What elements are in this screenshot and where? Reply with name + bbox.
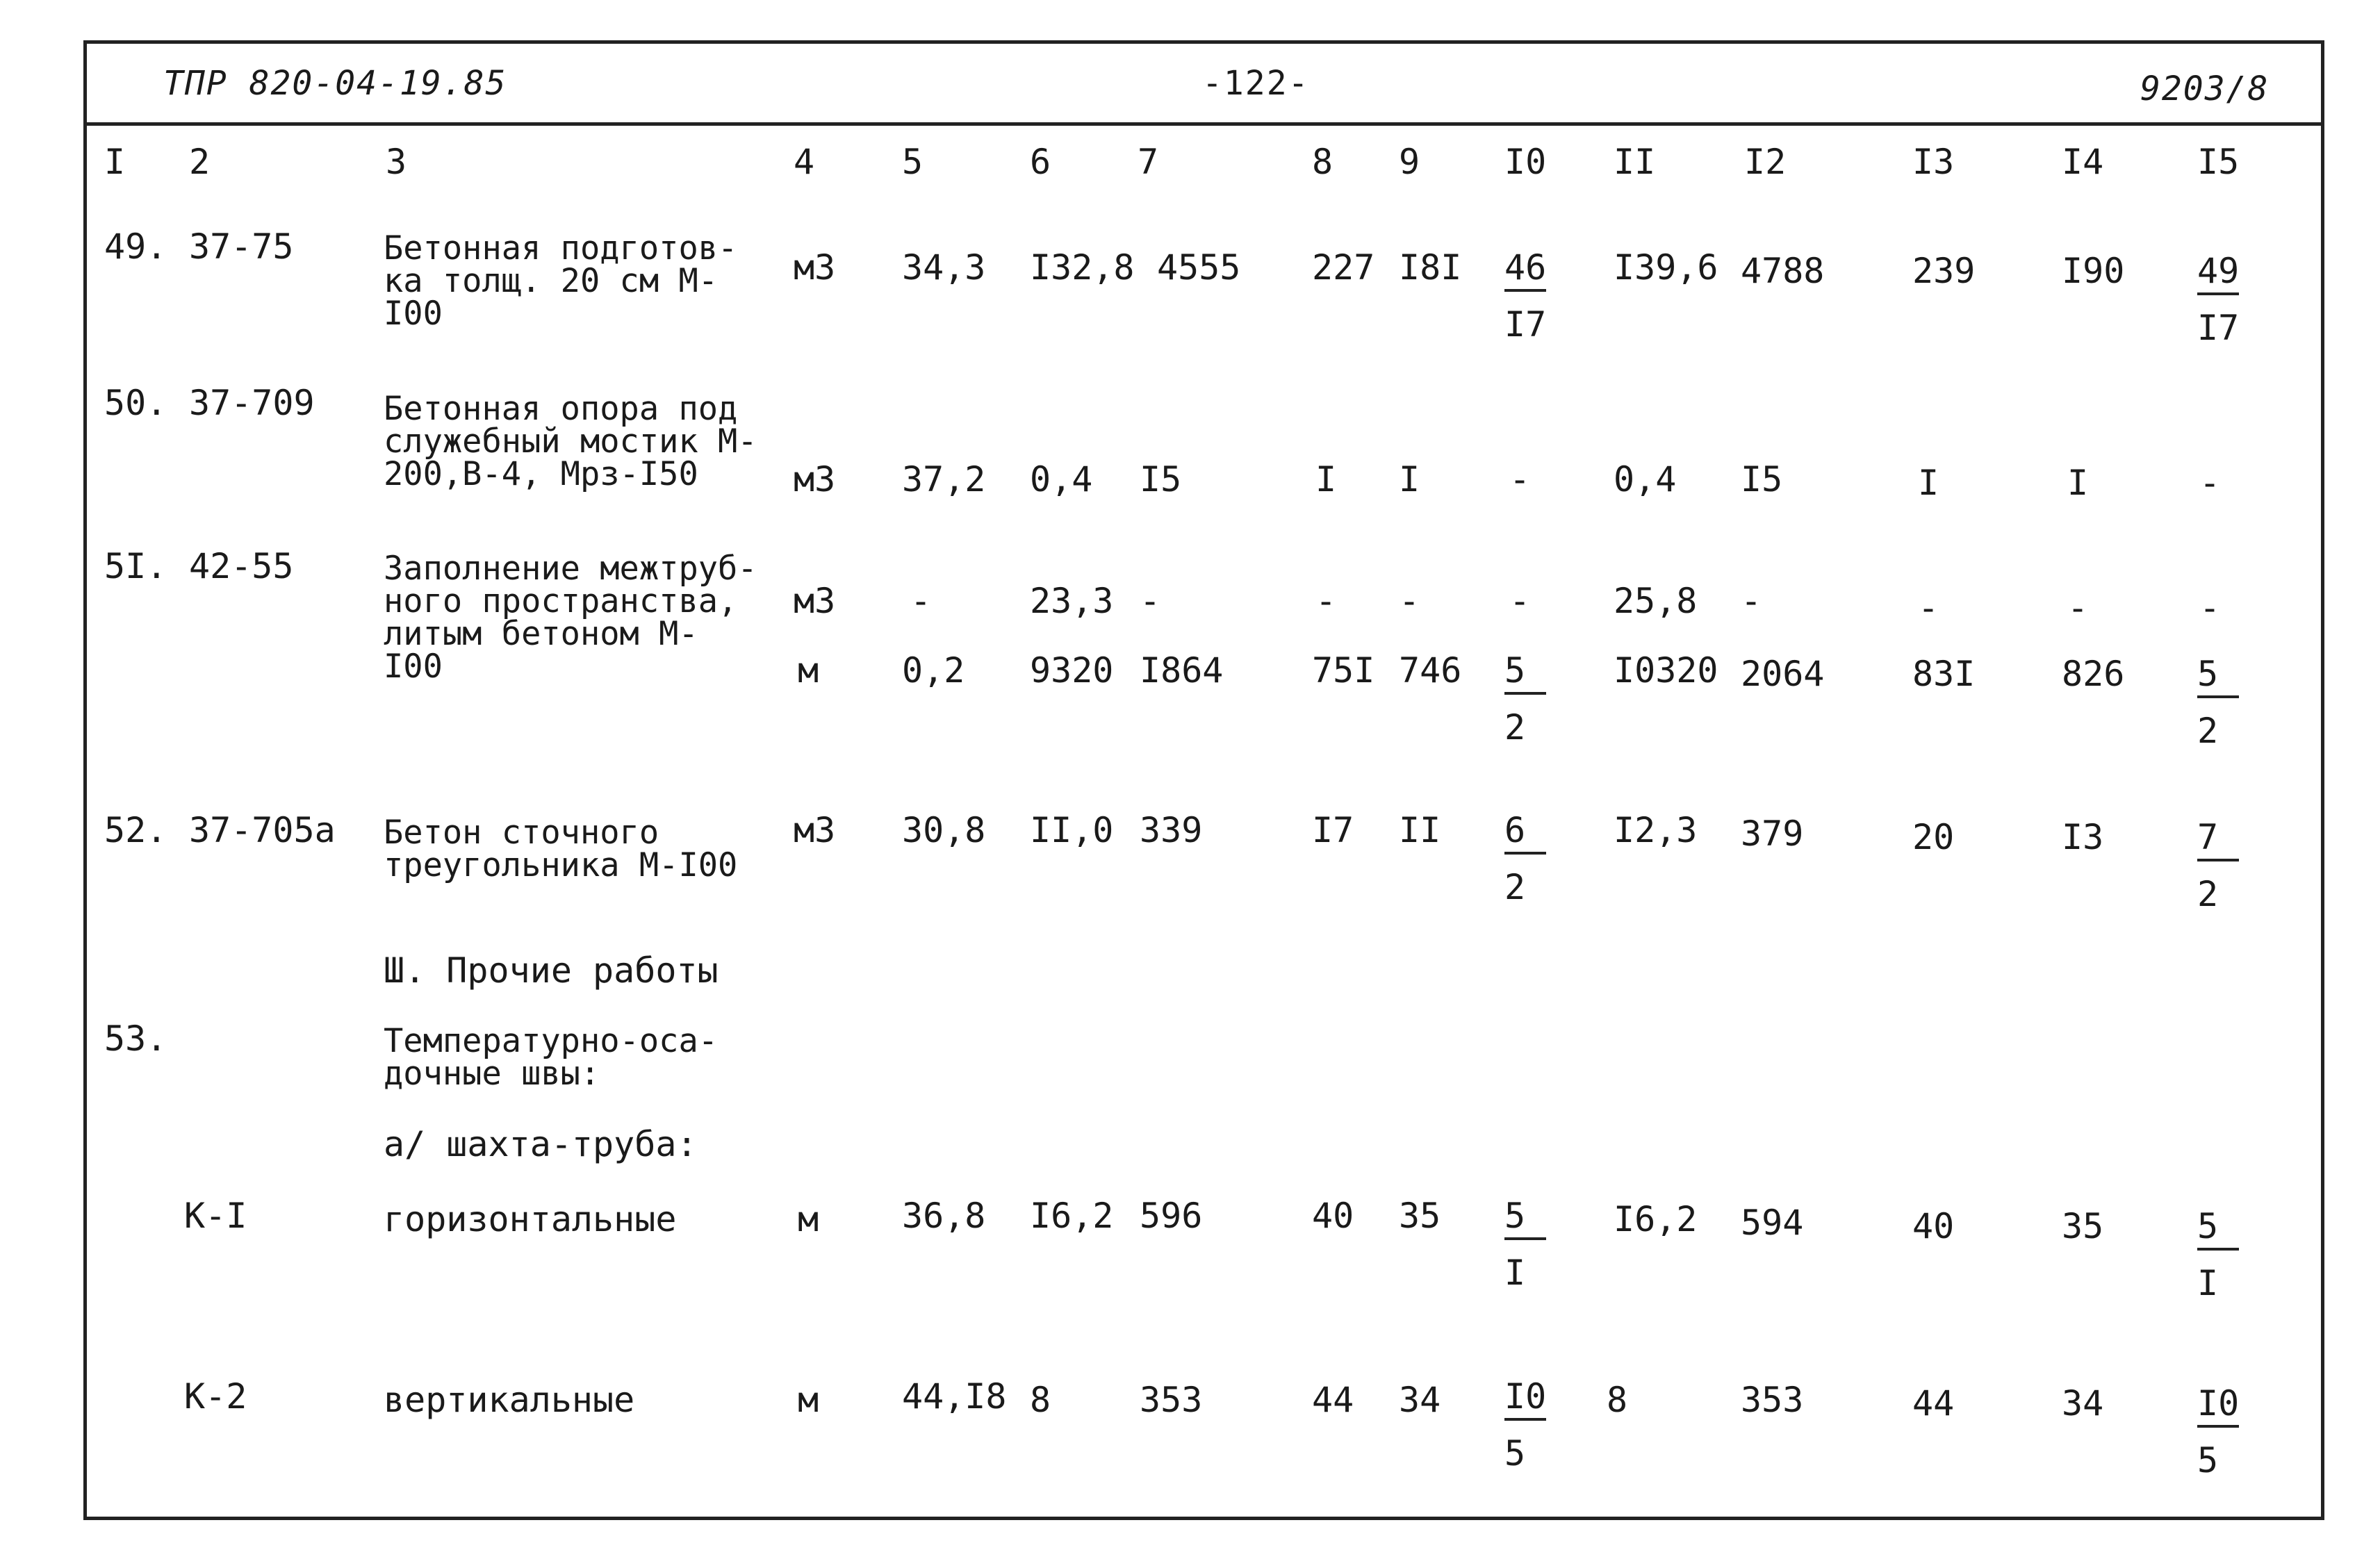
col-header-2: 2 (189, 142, 211, 182)
cell-7: 596 (1140, 1196, 1203, 1236)
cell-9: II (1399, 810, 1441, 850)
col-header-10: I0 (1504, 142, 1547, 182)
cell-7: 339 (1140, 810, 1203, 850)
cell-8: 227 (1312, 247, 1375, 288)
col-header-8: 8 (1312, 142, 1333, 182)
col-header-3: 3 (386, 142, 407, 182)
cell-5: 37,2 (902, 459, 986, 500)
cell-14: 826 (2062, 654, 2125, 694)
cell-12: 4788 (1741, 251, 1825, 291)
cell-8: - (1315, 581, 1337, 621)
row-description: Бетон сточного треугольника М-I00 (384, 814, 738, 884)
cell-7: I864 (1140, 650, 1224, 691)
row-code: 37-75 (189, 226, 294, 267)
row-description: Температурно-оса- дочные швы: (384, 1022, 719, 1093)
cell-15: - (2199, 463, 2221, 503)
cell-6: 23,3 (1030, 581, 1114, 621)
row-code: К-I (184, 1196, 247, 1236)
cell-15: - (2199, 588, 2221, 628)
cell-6: I6,2 (1030, 1196, 1114, 1236)
section-heading: Ш. Прочие работы (384, 950, 719, 991)
cell-14: 34 (2062, 1383, 2104, 1424)
cell-11: I2,3 (1614, 810, 1698, 850)
row-code: К-2 (184, 1376, 247, 1417)
cell-11: I39,6 (1614, 247, 1718, 288)
cell-15-fraction: $\frac{5}{I}$ (2197, 1209, 2239, 1301)
cell-6: 8 (1030, 1380, 1051, 1420)
cell-14: I3 (2062, 817, 2104, 857)
cell-10-fraction: $\frac{5}{2}$ (1504, 653, 1546, 745)
cell-11: 25,8 (1614, 581, 1698, 621)
col-header-13: I3 (1912, 142, 1955, 182)
row-unit: м3 (794, 581, 836, 621)
document-code: ТПР 820-04-19.85 (163, 64, 507, 103)
cell-7: 4555 (1157, 247, 1241, 288)
cell-11: 0,4 (1614, 459, 1677, 500)
cell-12: - (1741, 581, 1762, 621)
row-unit: м (798, 650, 819, 691)
cell-10-fraction: $\frac{5}{I}$ (1504, 1198, 1546, 1290)
cell-14: 35 (2062, 1206, 2104, 1246)
cell-6: I32,8 (1030, 247, 1135, 288)
cell-13: 20 (1912, 817, 1955, 857)
col-header-7: 7 (1138, 142, 1159, 182)
row-description: Бетонная подготов- ка толщ. 20 см М- I00 (384, 229, 738, 333)
cell-14: - (2067, 588, 2089, 628)
cell-9: 34 (1399, 1380, 1441, 1420)
cell-6: 0,4 (1030, 459, 1093, 500)
cell-5: 34,3 (902, 247, 986, 288)
cell-7: I5 (1140, 459, 1182, 500)
cell-7: - (1140, 581, 1161, 621)
cell-9: I (1399, 459, 1420, 500)
row-unit: м3 (794, 810, 836, 850)
cell-15-fraction: $\frac{7}{2}$ (2197, 820, 2239, 912)
row-unit: м3 (794, 459, 836, 500)
cell-12: 379 (1741, 814, 1804, 854)
cell-8: 44 (1312, 1380, 1354, 1420)
cell-15-fraction: $\frac{5}{2}$ (2197, 657, 2239, 748)
cell-6: II,0 (1030, 810, 1114, 850)
row-code: 37-709 (189, 383, 315, 423)
page-number: -122- (1202, 64, 1310, 103)
cell-8: 75I (1312, 650, 1375, 691)
cell-5: 30,8 (902, 810, 986, 850)
sheet-code: 9203/8 (2140, 69, 2270, 108)
cell-10-fraction: $\frac{I0}{5}$ (1504, 1376, 1547, 1474)
cell-8: 40 (1312, 1196, 1354, 1236)
cell-5: 36,8 (902, 1196, 986, 1236)
header-divider (83, 122, 2321, 126)
col-header-11: II (1614, 142, 1656, 182)
row-number: 50. (104, 383, 167, 423)
cell-12: I5 (1741, 459, 1783, 500)
cell-12: 2064 (1741, 654, 1825, 694)
row-description: горизонтальные (384, 1199, 677, 1239)
cell-11: I6,2 (1614, 1199, 1698, 1239)
row-number: 49. (104, 226, 167, 267)
row-unit: м (798, 1380, 819, 1420)
col-header-15: I5 (2197, 142, 2240, 182)
cell-8: I7 (1312, 810, 1354, 850)
cell-13: I (1918, 463, 1939, 503)
cell-10: - (1509, 581, 1531, 621)
col-header-9: 9 (1399, 142, 1420, 182)
col-header-12: I2 (1744, 142, 1787, 182)
row-number: 53. (104, 1018, 167, 1059)
cell-10-fraction: $\frac{6}{2}$ (1504, 813, 1546, 905)
col-header-1: I (104, 142, 126, 182)
cell-5: 44,I8 (902, 1376, 1007, 1417)
cell-11: 8 (1607, 1380, 1628, 1420)
row-unit: м3 (794, 247, 836, 288)
cell-9: 35 (1399, 1196, 1441, 1236)
cell-12: 353 (1741, 1380, 1804, 1420)
cell-13: 239 (1912, 251, 1976, 291)
col-header-4: 4 (794, 142, 815, 182)
cell-9: - (1399, 581, 1420, 621)
cell-14: I90 (2062, 251, 2125, 291)
row-code: 42-55 (189, 546, 294, 586)
col-header-6: 6 (1030, 142, 1051, 182)
cell-14: I (2067, 463, 2089, 503)
row-number: 5I. (104, 546, 167, 586)
cell-9: 746 (1399, 650, 1462, 691)
row-description: Бетонная опора под служебный мостик М- 200,В-4, Мрз-I50 (384, 390, 757, 493)
cell-6: 9320 (1030, 650, 1114, 691)
cell-15-fraction: $\frac{I0}{5}$ (2197, 1383, 2240, 1480)
cell-13: 40 (1912, 1206, 1955, 1246)
cell-8: I (1315, 459, 1337, 500)
cell-13: - (1918, 588, 1939, 628)
cell-5: 0,2 (902, 650, 965, 691)
cell-7: 353 (1140, 1380, 1203, 1420)
col-header-5: 5 (902, 142, 924, 182)
cell-11: I0320 (1614, 650, 1718, 691)
row-unit: м (798, 1199, 819, 1239)
cell-10: - (1509, 459, 1531, 500)
row-number: 52. (104, 810, 167, 850)
cell-10-fraction: $\frac{46}{I7}$ (1504, 247, 1547, 345)
row-description: Заполнение межтруб- ного пространства, литым бетоном М- I00 (384, 550, 757, 686)
cell-13: 83I (1912, 654, 1976, 694)
cell-5: - (910, 581, 932, 621)
cell-13: 44 (1912, 1383, 1955, 1424)
row-code: 37-705а (189, 810, 336, 850)
row-description: вертикальные (384, 1380, 635, 1420)
col-header-14: I4 (2062, 142, 2104, 182)
cell-12: 594 (1741, 1203, 1804, 1243)
cell-15-fraction: $\frac{49}{I7}$ (2197, 251, 2240, 348)
subsection-label: а/ шахта-труба: (384, 1124, 698, 1164)
cell-9: I8I (1399, 247, 1462, 288)
